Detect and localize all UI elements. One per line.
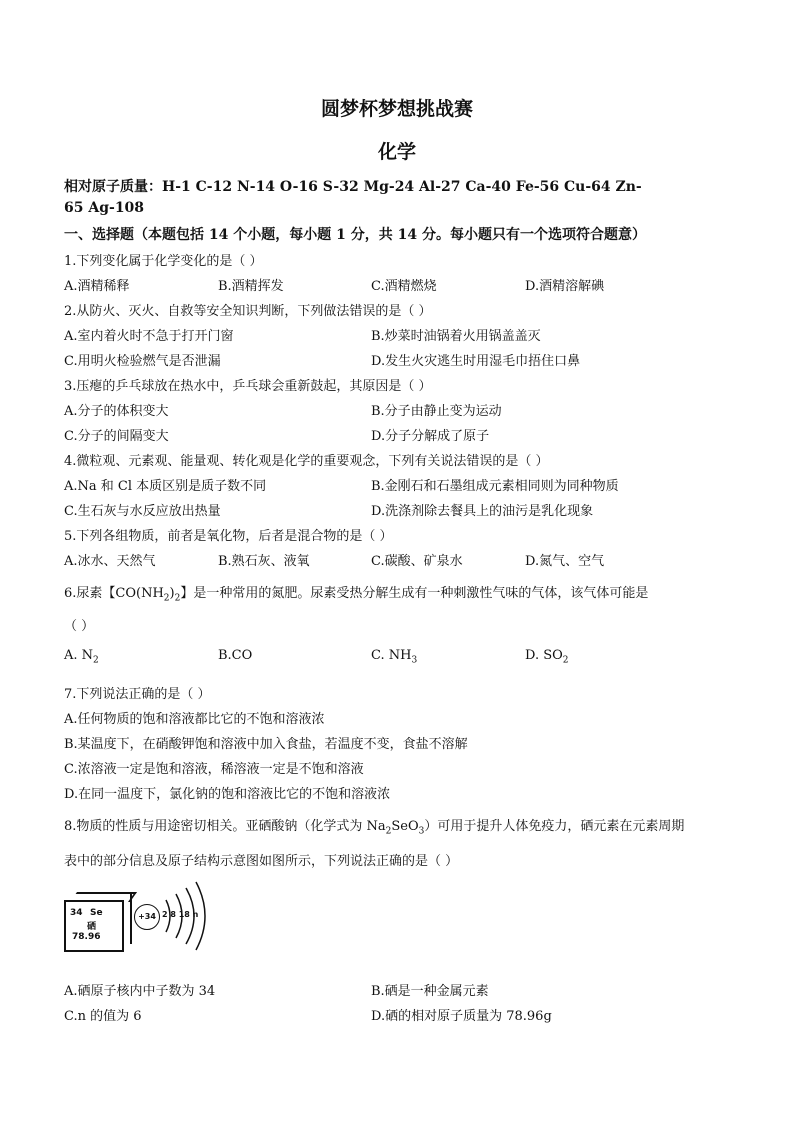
question-1-stem: 1.下列变化属于化学变化的是（ ）: [64, 254, 263, 269]
question-3-option-d: D.分子分解成了原子: [371, 429, 490, 444]
question-8-stem-line-1: [64, 815, 684, 837]
nucleus-circle: +34: [134, 904, 160, 930]
q8-mid: SeO: [391, 819, 419, 834]
question-4-stem: 4.微粒观、元素观、能量观、转化观是化学的重要观念，下列有关说法错误的是（ ）: [64, 454, 549, 469]
question-3-option-b: B.分子由静止变为运动: [371, 404, 502, 419]
question-7-option-b: B.某温度下，在硝酸钾饱和溶液中加入食盐，若温度不变，食盐不溶解: [64, 737, 468, 752]
option-a-text: A. N: [64, 648, 94, 663]
question-5-option-d: D.氮气、空气: [525, 554, 605, 569]
question-4-option-c: C.生石灰与水反应放出热量: [64, 504, 221, 519]
question-4-option-a: A.Na 和 Cl 本质区别是质子数不同: [64, 479, 267, 494]
question-8-option-d: D.硒的相对原子质量为 78.96g: [371, 1009, 552, 1024]
option-c-text: C. NH: [371, 648, 412, 663]
question-6-option-a: [64, 648, 99, 666]
question-1-option-b: B.酒精挥发: [218, 279, 284, 294]
question-2-stem: 2.从防火、灭火、自救等安全知识判断，下列做法错误的是（ ）: [64, 304, 432, 319]
option-a-sub: 2: [93, 655, 99, 666]
question-6-stem-post: 】是一种常用的氮肥。尿素受热分解生成有一种刺激性气味的气体，该气体可能是: [180, 586, 649, 601]
q8-post: ）可用于提升人体免疫力，硒元素在元素周期: [424, 819, 685, 834]
question-3-option-a: A.分子的体积变大: [64, 404, 169, 419]
question-7-option-c: C.浓溶液一定是饱和溶液，稀溶液一定是不饱和溶液: [64, 762, 364, 777]
question-8-option-c: C.n 的值为 6: [64, 1009, 142, 1024]
shell-electron-counts: 2 8 18 n: [162, 910, 199, 919]
question-1-option-d: D.酒精溶解碘: [525, 279, 605, 294]
formula-sub-2: 2: [174, 593, 181, 604]
question-5-option-a: A.冰水、天然气: [64, 554, 156, 569]
question-2-option-c: C.用明火检验燃气是否泄漏: [64, 354, 221, 369]
question-5-stem: 5.下列各组物质，前者是氧化物，后者是混合物的是（ ）: [64, 529, 393, 544]
question-6-stem: [64, 582, 648, 604]
section-heading: 一、选择题（本题包括 14 个小题，每小题 1 分，共 14 分。每小题只有一个选项符合题意）: [64, 227, 646, 243]
element-number: 34: [70, 908, 83, 918]
question-8-option-a: A.硒原子核内中子数为 34: [64, 984, 216, 999]
question-7-option-d: D.在同一温度下，氯化钠的饱和溶液比它的不饱和溶液浓: [64, 787, 391, 802]
question-3-stem: 3.压瘪的乒乓球放在热水中，乒乓球会重新鼓起，其原因是（ ）: [64, 379, 432, 394]
q8-sub-1: 2: [385, 826, 392, 837]
question-6-option-c: [371, 648, 417, 666]
atomic-mass-line-1: 相对原子质量：H-1 C-12 N-14 O-16 S-32 Mg-24 Al-27 Ca-40 Fe-56 Cu-64 Zn-: [64, 179, 642, 195]
question-1-option-a: A.酒精稀释: [64, 279, 130, 294]
question-6-stem-pre: 6.尿素【: [64, 586, 116, 601]
question-8-stem-line-2: 表中的部分信息及原子结构示意图如图所示，下列说法正确的是（ ）: [64, 854, 459, 869]
question-6-answer-paren: （ ）: [64, 619, 95, 634]
formula-sub-1: 2: [163, 593, 170, 604]
question-6-option-b: B.CO: [218, 648, 253, 663]
formula-main: CO(NH: [115, 586, 164, 601]
question-4-option-b: B.金刚石和石墨组成元素相同则为同种物质: [371, 479, 619, 494]
question-8-option-b: B.硒是一种金属元素: [371, 984, 489, 999]
question-6-option-d: [525, 648, 569, 666]
formula-close: ): [169, 586, 175, 601]
option-d-text: D. SO: [525, 648, 563, 663]
question-5-option-b: B.熟石灰、液氧: [218, 554, 310, 569]
question-2-option-b: B.炒菜时油锅着火用锅盖盖灭: [371, 329, 541, 344]
subject-title: 化学: [377, 141, 416, 163]
urea-formula: [115, 586, 181, 604]
question-4-option-d: D.洗涤剂除去餐具上的油污是乳化现象: [371, 504, 594, 519]
q8-pre: 8.物质的性质与用途密切相关。亚硒酸钠（化学式为 Na: [64, 819, 386, 834]
question-2-option-a: A.室内着火时不急于打开门窗: [64, 329, 234, 344]
question-1-option-c: C.酒精燃烧: [371, 279, 437, 294]
element-symbol: Se: [90, 908, 103, 918]
q8-sub-2: 3: [418, 826, 425, 837]
atomic-mass-line-2: 65 Ag-108: [64, 200, 145, 216]
question-3-option-c: C.分子的间隔变大: [64, 429, 169, 444]
element-mass: 78.96: [72, 932, 101, 942]
question-7-option-a: A.任何物质的饱和溶液都比它的不饱和溶液浓: [64, 712, 325, 727]
option-d-sub: 2: [562, 655, 569, 666]
option-c-sub: 3: [411, 655, 418, 666]
exam-title: 圆梦杯梦想挑战赛: [320, 98, 473, 120]
question-5-option-c: C.碳酸、矿泉水: [371, 554, 463, 569]
element-name: 硒: [87, 922, 97, 932]
question-7-stem: 7.下列说法正确的是（ ）: [64, 687, 211, 702]
question-2-option-d: D.发生火灾逃生时用湿毛巾捂住口鼻: [371, 354, 581, 369]
